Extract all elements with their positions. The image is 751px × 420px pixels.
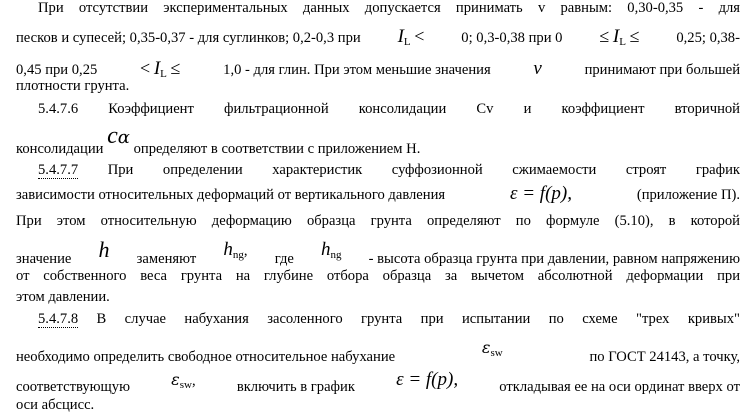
formula-eps-f-p-2: ε = f(p),: [396, 369, 459, 390]
p3-line2-text-b: (приложение П).: [636, 187, 740, 203]
p3-line1: [38, 162, 740, 179]
symbol-eps-sw-2: $\varepsilon_{sw}$,: [171, 370, 196, 391]
p1-line1: [38, 0, 740, 17]
p1-line2: [16, 28, 740, 51]
p3-line5: [16, 268, 740, 285]
p4-line2-text-a: необходимо определить свободное относительное набухание: [16, 349, 396, 365]
p1-line2-text-b: 0; 0,3-0,38 при 0: [461, 30, 563, 46]
formula-lt-IL-le: < $I_L$ ≤: [140, 58, 181, 80]
symbol-c-alpha: cα: [107, 123, 130, 149]
formula-le-IL-le: ≤ $I_L$ ≤: [599, 26, 640, 48]
p3-line4-text-c: где: [274, 251, 294, 267]
p1-line2-text-a: песков и супесей; 0,35-0,37 - для суглинков; 0,2-0,3 при: [16, 30, 361, 46]
p4-line1-text: В случае набухания засоленного грунта при испытании по схеме "трех кривых": [96, 311, 740, 327]
symbol-eps-sw-1: $\varepsilon_{sw}$: [481, 338, 503, 359]
p2-line2-text-a: консолидации: [16, 141, 104, 157]
symbol-hng-2: $h_{ng}$: [321, 239, 342, 261]
p3-line5-text: от собственного веса грунта на глубине отбора образца за вычетом абсолютной деформации при: [16, 268, 740, 284]
p3-line2: [16, 185, 740, 204]
p1-line3-text-a: 0,45 при 0,25: [16, 62, 98, 78]
p4-line3-text-a: соответствующую: [16, 379, 130, 395]
formula-IL-lt0: $I_L$ <: [397, 26, 425, 48]
p3-line6-text: этом давлении.: [16, 289, 110, 305]
p1-line1-text: При отсутствии экспериментальных данных допускается принимать v равным: 0,30-0,35 - для: [38, 0, 740, 16]
p3-line3-text: При этом относительную деформацию образца грунта определяют по формуле (5.10), в которой: [16, 213, 740, 229]
p4-line1: [38, 311, 740, 328]
p3-line6: [16, 289, 740, 306]
p4-line2-text-b: по ГОСТ 24143, а точку,: [589, 349, 740, 365]
p3-line4-text-a: значение: [16, 251, 72, 267]
p4-line3-text-c: откладывая ее на оси ординат вверх от: [499, 379, 740, 395]
p1-line3-text-c: принимают при большей: [584, 62, 741, 78]
p3-line4-text-d: - высота образца грунта при давлении, равном напряжению: [368, 251, 741, 267]
p3-line1-text: При определении характеристик суффозионной сжимаемости строят график: [107, 162, 740, 178]
p4-number: 5.4.7.8: [38, 311, 79, 327]
p3-line2-text-a: зависимости относительных деформаций от вертикального давления: [16, 187, 446, 203]
p2-line2: [16, 123, 740, 158]
p4-line4: [16, 397, 740, 414]
p2-line1-text: 5.4.7.6 Коэффициент фильтрационной консолидации Cv и коэффициент вторичной: [38, 101, 740, 117]
symbol-h: h: [98, 237, 110, 262]
p1-line4: [16, 78, 740, 95]
formula-eps-f-p: ε = f(p),: [509, 183, 572, 204]
p3-line3: [16, 213, 740, 230]
p3-number: 5.4.7.7: [38, 162, 79, 178]
p4-line3-text-b: включить в график: [236, 379, 355, 395]
p1-line3-text-b: 1,0 - для глин. При этом меньшие значения: [223, 62, 491, 78]
p4-line4-text: оси абсцисс.: [16, 397, 95, 413]
symbol-nu: v: [533, 58, 542, 79]
p2-line2-text-b: определяют в соответствии с приложением Н.: [133, 141, 421, 157]
p3-line4-text-b: заменяют: [136, 251, 197, 267]
p2-line1: [38, 101, 740, 118]
symbol-hng-1: $h_{ng}$,: [223, 239, 248, 261]
p1-line4-text: плотности грунта.: [16, 78, 130, 94]
p4-line2: [16, 338, 740, 370]
p1-line2-text-c: 0,25; 0,38-: [676, 30, 740, 46]
